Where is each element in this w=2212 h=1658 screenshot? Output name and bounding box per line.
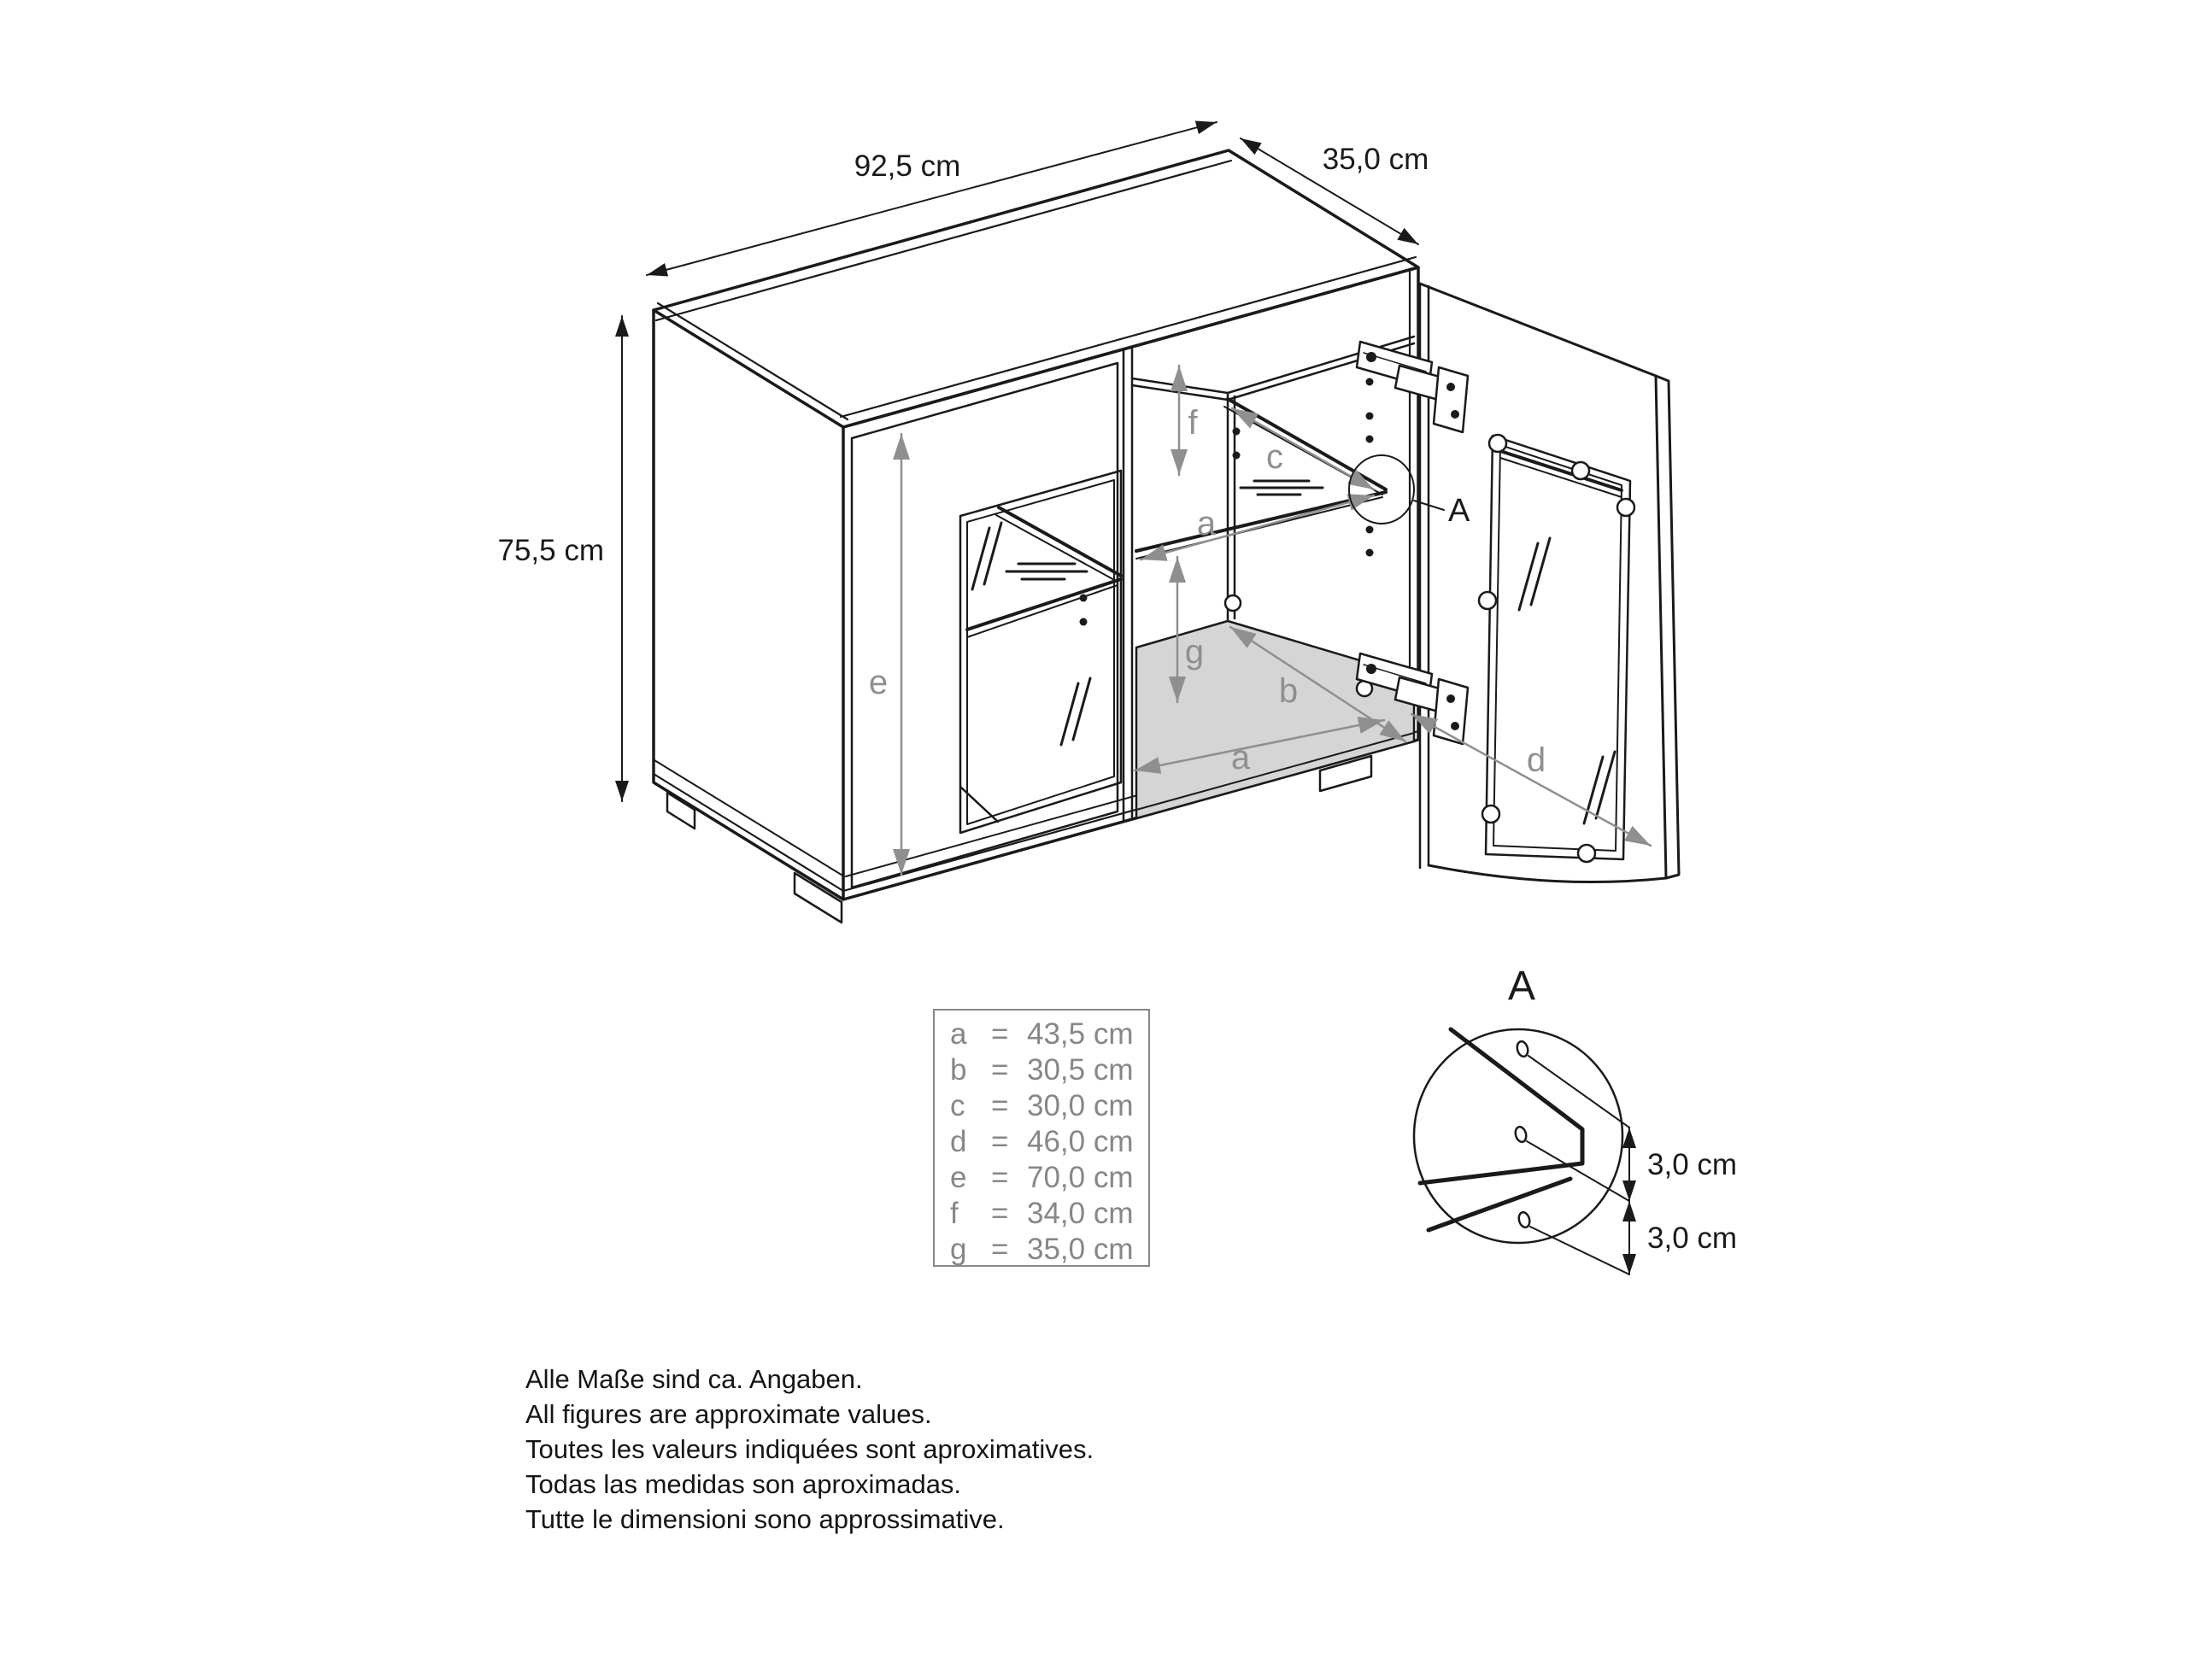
glass-shelf-left-bottom-edge — [967, 579, 1121, 630]
hinge-screw — [1451, 722, 1459, 730]
hinge-screw — [1366, 664, 1376, 674]
dim-label-b: b — [1278, 672, 1299, 710]
height-dimension-label: 75,5 cm — [497, 534, 604, 567]
depth-dimension-label: 35,0 cm — [1322, 143, 1429, 176]
legend-row — [950, 1161, 1134, 1194]
drill-hole — [1516, 1040, 1529, 1057]
legend-eq: = — [991, 1125, 1009, 1158]
legend-eq: = — [991, 1017, 1009, 1051]
hinge-screw — [1366, 352, 1376, 362]
glass-shelf-left-bottom-edge-inner — [967, 585, 1118, 637]
glass-reflection-marks — [1006, 564, 1087, 579]
dim-label-f: f — [1188, 404, 1198, 442]
shelf-pin-hole — [1366, 378, 1374, 386]
hinge-screw — [1446, 383, 1455, 391]
glass-reflection-marks — [1241, 481, 1323, 495]
shelf-pin-hole — [1366, 413, 1374, 420]
footer-note-de: Alle Maße sind ca. Angaben. — [525, 1364, 863, 1394]
left-door-glass-frame — [960, 471, 1121, 833]
cam-lock-hole — [1225, 595, 1241, 611]
shelf-pin-hole — [1366, 526, 1374, 534]
dim-line-d — [1411, 714, 1651, 846]
legend-value: 46,0 cm — [1027, 1125, 1134, 1158]
legend-eq: = — [991, 1053, 1009, 1087]
side-bottom-edge-line — [654, 774, 843, 891]
legend-key: e — [950, 1161, 967, 1194]
legend-eq: = — [991, 1161, 1009, 1194]
legend-key: f — [950, 1197, 959, 1230]
glass-shelf-middle-depth-edge — [1228, 399, 1386, 489]
legend-row — [950, 1017, 1134, 1051]
glass-clip — [1578, 845, 1595, 862]
dim-label-e: e — [868, 664, 889, 701]
interior-dimensions — [869, 366, 1651, 875]
shelf-pin-hole — [1233, 452, 1241, 460]
detail-view — [1414, 964, 1737, 1274]
hole-spacing-label-top: 3,0 cm — [1647, 1148, 1738, 1181]
dim-line-a-shelf — [1141, 495, 1374, 560]
hinge-screw — [1446, 694, 1455, 703]
shelf-corner-bottom-edge — [1429, 1179, 1570, 1230]
footer-note-fr: Toutes les valeurs indiquées sont aproximatives. — [525, 1434, 1094, 1464]
legend-value: 43,5 cm — [1027, 1017, 1134, 1051]
cabinet-foot — [795, 873, 842, 923]
left-door — [852, 363, 1121, 888]
legend-row — [950, 1197, 1134, 1230]
right-door-thickness-edge — [1656, 376, 1679, 878]
dim-label-c: c — [1266, 438, 1283, 476]
shelf-pin-hole — [1366, 549, 1374, 557]
footer-note-es: Todas las medidas son aproximadas. — [525, 1469, 962, 1499]
legend-key: d — [950, 1125, 967, 1158]
glass-shelf-left-top-edge — [999, 507, 1121, 576]
glass-clip — [1572, 462, 1589, 479]
dim-label-a-shelf: a — [1196, 505, 1217, 542]
footer-note-en: All figures are approximate values. — [525, 1399, 932, 1429]
legend-row — [950, 1233, 1134, 1266]
dim-label-d: d — [1526, 741, 1546, 779]
footer-note-it: Tutte le dimensioni sono approssimative. — [525, 1504, 1005, 1534]
hinge-door-plate — [1434, 679, 1468, 744]
hinge-screw — [1451, 410, 1459, 419]
shelf-pin-hole — [1080, 595, 1088, 602]
legend-key: c — [950, 1089, 965, 1122]
dim-label-a-floor: a — [1230, 739, 1251, 776]
drill-hole — [1514, 1126, 1528, 1143]
right-door-bottom-edge — [1429, 865, 1666, 882]
dim-label-g: g — [1184, 633, 1205, 671]
legend-value: 35,0 cm — [1027, 1233, 1134, 1266]
callout-marker-label: A — [1448, 493, 1470, 529]
open-compartment — [1132, 337, 1414, 818]
legend-key: g — [950, 1233, 967, 1266]
legend-row — [950, 1125, 1134, 1158]
dim-line-c — [1232, 408, 1374, 489]
detail-view-title: A — [1507, 964, 1536, 1009]
drill-hole — [1517, 1211, 1531, 1228]
legend-value: 34,0 cm — [1027, 1197, 1134, 1230]
shelf-pin-hole — [1080, 618, 1088, 626]
interior-bottom-line — [960, 787, 998, 822]
top-panel-edge-line — [656, 161, 1231, 320]
legend-key: a — [950, 1017, 967, 1051]
width-dimension-label: 92,5 cm — [854, 149, 961, 183]
glass-clip — [1489, 435, 1506, 452]
footer-notes — [525, 1364, 1094, 1534]
legend-row — [950, 1089, 1134, 1122]
legend-eq: = — [991, 1197, 1009, 1230]
shelf-pin-hole — [1366, 436, 1374, 443]
top-panel-edge-line — [658, 303, 848, 419]
glass-shelf-middle-front-edge — [1136, 492, 1386, 551]
legend-value: 30,5 cm — [1027, 1053, 1134, 1087]
shelf-pin-hole — [1233, 428, 1241, 436]
glass-clip — [1479, 592, 1496, 609]
hinge-top — [1357, 342, 1468, 432]
glass-clip — [1617, 499, 1634, 516]
glass-clip — [1482, 806, 1499, 823]
legend-table — [934, 1010, 1149, 1266]
width-dimension-line — [647, 122, 1217, 275]
legend-eq: = — [991, 1089, 1009, 1122]
legend-row — [950, 1053, 1134, 1087]
hole-spacing-label-bottom: 3,0 cm — [1647, 1222, 1738, 1255]
hinge-door-plate — [1434, 367, 1468, 432]
glass-holder-bar-inner — [1500, 458, 1622, 497]
glass-holder-bar — [1500, 451, 1622, 490]
legend-key: b — [950, 1053, 967, 1087]
right-door-glass-frame-inner — [1493, 445, 1622, 851]
top-panel-edge-line — [841, 257, 1416, 417]
interior-back-corner — [1228, 393, 1235, 621]
legend-eq: = — [991, 1233, 1009, 1266]
callout-circle — [1349, 455, 1414, 524]
legend-value: 70,0 cm — [1027, 1161, 1134, 1194]
legend-value: 30,0 cm — [1027, 1089, 1134, 1122]
